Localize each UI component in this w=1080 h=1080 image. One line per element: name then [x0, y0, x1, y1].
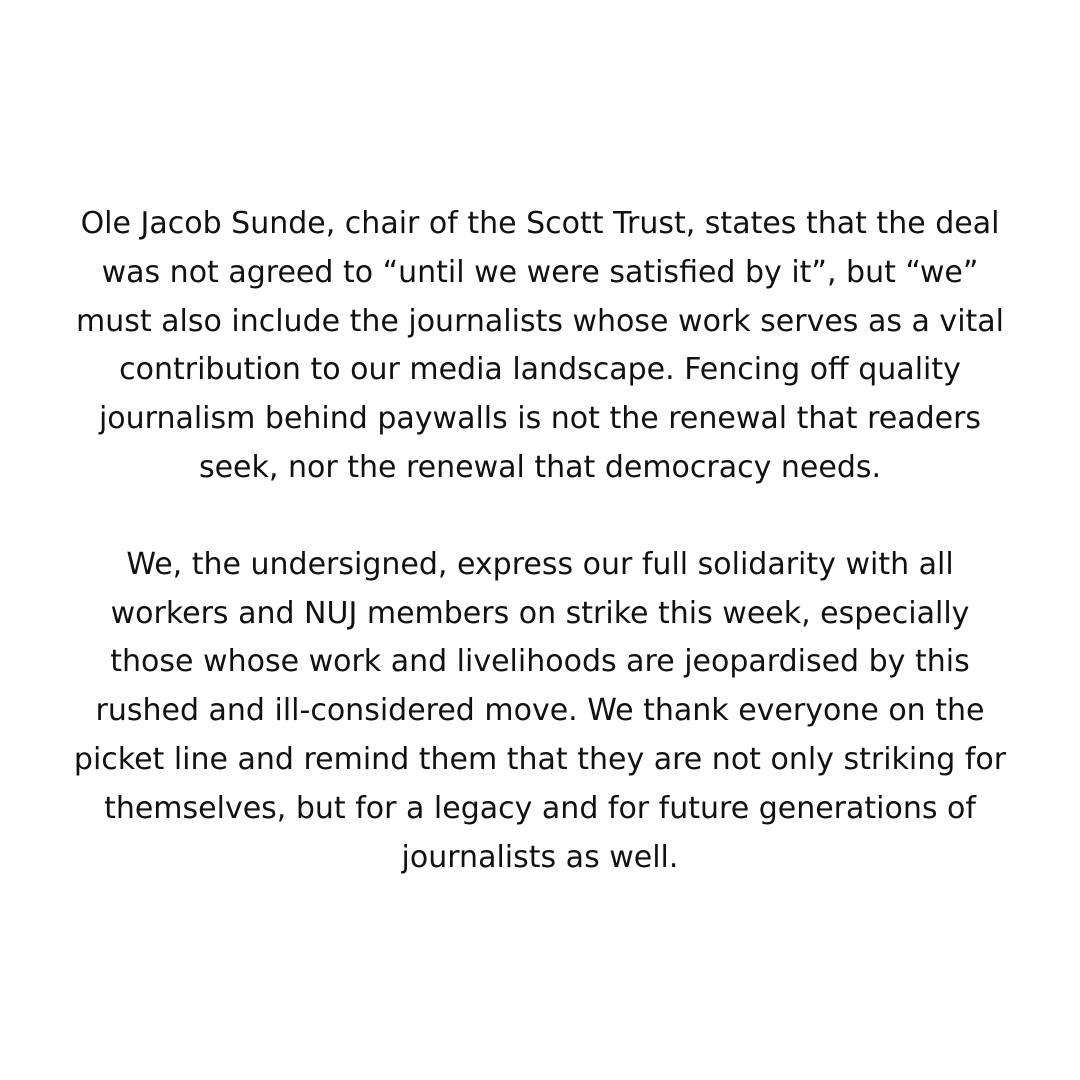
- paragraph-1-line: seek, nor the renewal that democracy needs.: [198, 449, 882, 485]
- paragraph-spacer: [70, 493, 1010, 541]
- paragraph-1-line: Ole Jacob Sunde, chair of the Scott Trust, states that the deal: [80, 206, 1000, 241]
- paragraph-1-line: must also include the journalists whose work serves as a vital: [75, 303, 1005, 339]
- paragraph-1-line: was not agreed to “until we were satisfied by it”, but “we”: [101, 254, 979, 290]
- paragraph-2-line: those whose work and livelihoods are jeopardised by this: [110, 644, 970, 680]
- paragraph-2-line: themselves, but for a legacy and for future generations of: [104, 790, 976, 826]
- paragraph-1-line: contribution to our media landscape. Fencing off quality: [119, 352, 961, 388]
- paragraph-2-line: rushed and ill-considered move. We thank everyone on the: [95, 693, 985, 729]
- statement-text: [70, 200, 1010, 882]
- paragraph-2-line: journalists as well.: [401, 839, 679, 875]
- paragraph-2-line: picket line and remind them that they are not only striking for: [73, 741, 1007, 777]
- paragraph-2: [70, 541, 1010, 883]
- paragraph-1-line: journalism behind paywalls is not the renewal that readers: [98, 401, 982, 437]
- paragraph-2-line: workers and NUJ members on strike this week, especially: [110, 595, 970, 631]
- paragraph-1: [70, 200, 1010, 493]
- paragraph-2-line: We, the undersigned, express our full solidarity with all: [126, 546, 954, 582]
